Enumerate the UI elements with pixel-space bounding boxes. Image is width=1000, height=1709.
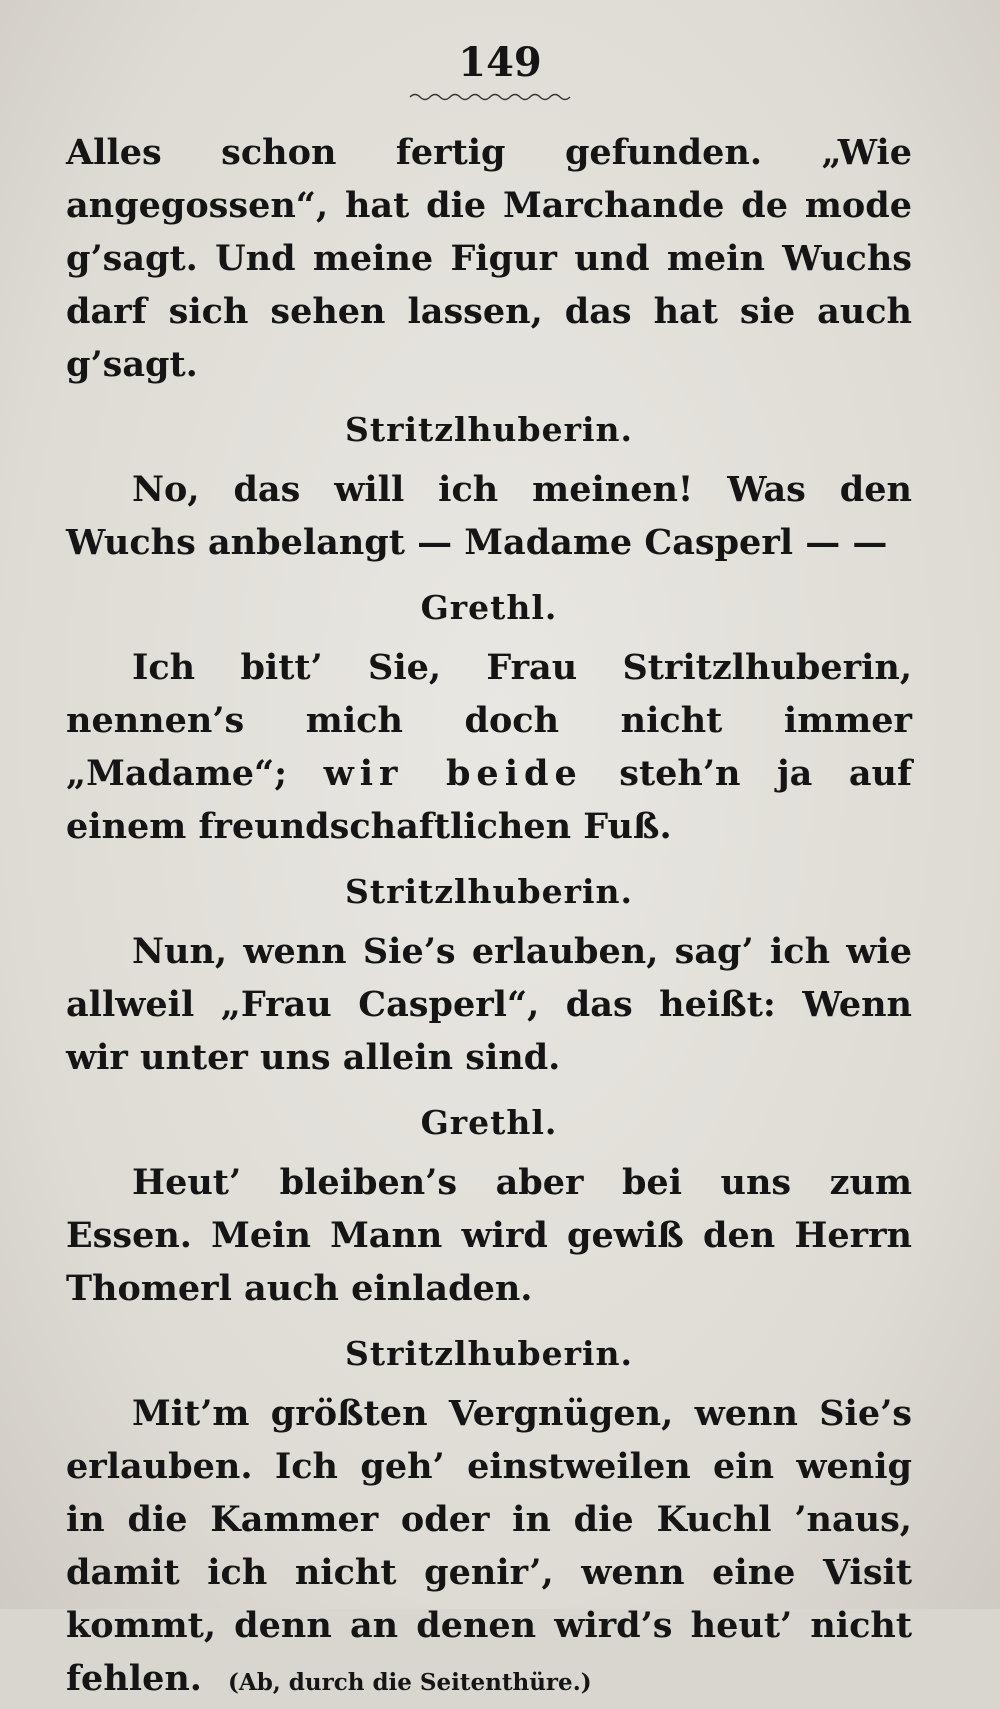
speaker-name: Stritzlhuberin. — [345, 1334, 633, 1373]
paragraph-text: steh’n ja auf einem freundschaftlichen Fuß. — [66, 753, 913, 847]
wavy-rule-ornament — [410, 92, 570, 102]
paragraph — [66, 1387, 912, 1709]
stage-direction: (Ab, durch die Seitenthüre.) — [227, 1669, 592, 1696]
page-body — [66, 126, 912, 1709]
speaker-name: Grethl. — [420, 1103, 558, 1142]
paragraph — [66, 641, 912, 853]
speaker-name: Stritzlhuberin. — [345, 872, 633, 911]
paragraph: Alles schon fertig gefunden. „Wie angegossen“, hat die Marchande de mode g’sagt. Und meine Figur und mein Wuchs darf sich sehen lassen, das hat sie auch g’sagt. — [66, 132, 912, 385]
paragraph-text: Ich bitt’ Sie, Frau Stritzlhuberin, nennen’s mich doch nicht immer „Madame“; — [66, 647, 912, 794]
speaker-name: Grethl. — [420, 588, 558, 627]
paragraph: Nun, wenn Sie’s erlauben, sag’ ich wie allweil „Frau Casperl“, das heißt: Wenn wir unter uns allein sind. — [66, 931, 912, 1078]
paragraph-text: Mit’m größten Vergnügen, wenn Sie’s erlauben. Ich geh’ einstweilen ein wenig in die Kammer oder in die Kuchl ’naus, damit ich nicht genir’, wenn eine Visit kommt, denn an denen wird’s heut’ nicht fehlen. — [66, 1393, 912, 1699]
emphasized-text: wir beide — [323, 753, 583, 794]
speaker-name: Stritzlhuberin. — [345, 410, 633, 449]
paragraph: No, das will ich meinen! Was den Wuchs anbelangt — Madame Casperl — — — [66, 469, 912, 563]
paragraph: Heut’ bleiben’s aber bei uns zum Essen. Mein Mann wird gewiß den Herrn Thomerl auch einladen. — [66, 1162, 912, 1309]
page-number: 149 — [458, 39, 542, 86]
